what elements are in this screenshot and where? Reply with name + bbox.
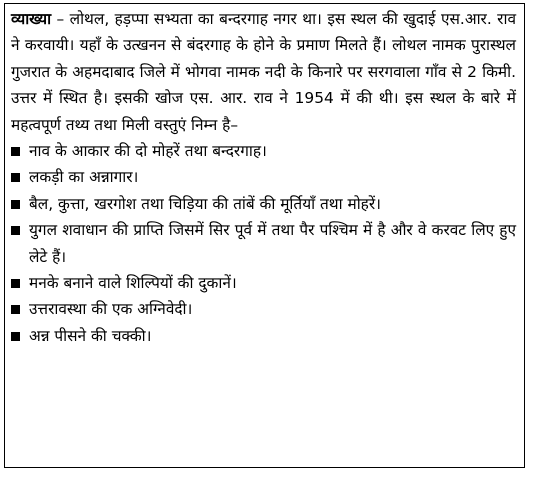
fact-item [11,164,516,190]
square-bullet-icon [11,226,20,235]
square-bullet-icon [11,147,20,156]
facts-list [11,138,516,349]
fact-item [11,138,516,164]
text-box [4,3,525,468]
explanation-paragraph [11,6,516,138]
fact-text: लकड़ी का अन्नागार। [29,168,139,187]
explanation-heading: व्याख्या [11,10,52,28]
fact-item [11,270,516,296]
square-bullet-icon [11,332,20,341]
square-bullet-icon [11,173,20,182]
fact-item [11,296,516,322]
explanation-text: – लोथल, हड़प्पा सभ्यता का बन्दरगाह नगर था। इस स्थल की खुदाई एस.आर. राव ने करवायी। यहाँ के उत्खनन से बंदरगाह के होने के प्रमाण मिलते हैं। लोथल नामक पुरास्थल गुजरात के अहमदाबाद जिले में भोगवा नामक नदी के किनारे पर सरगवाला गाँव से 2 किमी. उत्तर में स्थित है। इसकी खोज एस. आर. राव ने 1954 में की थी। इस स्थल के बारे में महत्वपूर्ण तथ्य तथा मिली वस्तुएं निम्न है– [11,10,516,134]
fact-item [11,217,516,270]
fact-text: अन्न पीसने की चक्की। [29,326,152,345]
fact-text: मनके बनाने वाले शिल्पियों की दुकानें। [29,274,237,293]
fact-text: उत्तरावस्था की एक अग्निवेदी। [29,300,193,319]
fact-text: नाव के आकार की दो मोहरें तथा बन्दरगाह। [29,142,267,161]
fact-text: बैल, कुत्ता, खरगोश तथा चिड़िया की तांबें की मूर्तियाँ तथा मोहरें। [29,194,381,213]
fact-text: युगल शवाधान की प्राप्ति जिसमें सिर पूर्व में तथा पैर पश्चिम में है और वे करवट लिए हुए लेटे हैं। [29,221,516,266]
square-bullet-icon [11,200,20,209]
square-bullet-icon [11,279,20,288]
square-bullet-icon [11,305,20,314]
fact-item [11,191,516,217]
fact-item [11,323,516,349]
